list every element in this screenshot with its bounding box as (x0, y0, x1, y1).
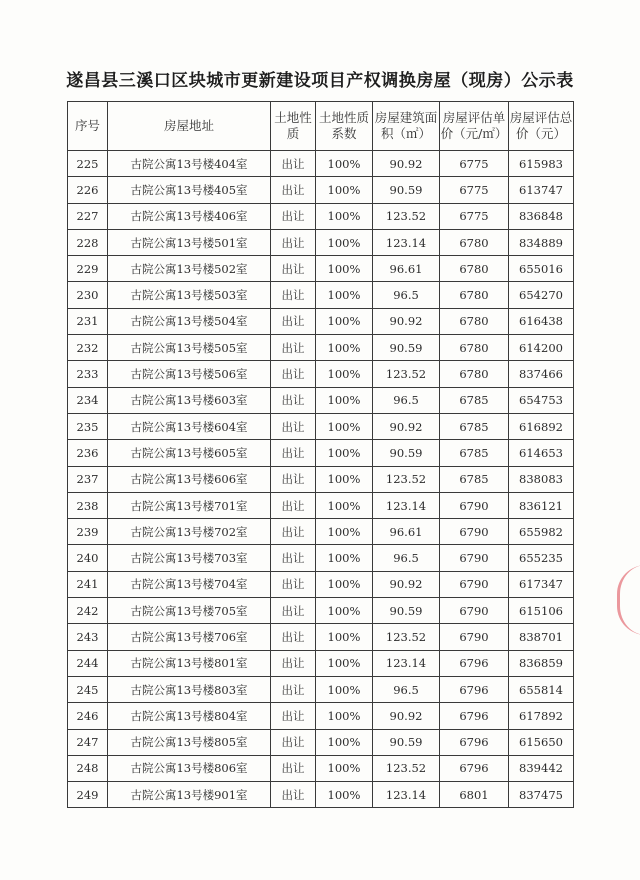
cell-unit-price: 6785 (440, 466, 509, 492)
cell-unit-price: 6785 (440, 440, 509, 466)
cell-seq: 247 (68, 729, 108, 755)
cell-unit-price: 6780 (440, 282, 509, 308)
cell-address: 古院公寓13号楼504室 (108, 308, 271, 334)
cell-unit-price: 6796 (440, 650, 509, 676)
cell-seq: 237 (68, 466, 108, 492)
cell-land-nature: 出让 (271, 440, 316, 466)
cell-total-price: 838701 (509, 624, 574, 650)
cell-area: 123.14 (373, 492, 440, 518)
table-row (68, 413, 574, 439)
cell-land-coefficient: 100% (316, 335, 373, 361)
cell-address: 古院公寓13号楼702室 (108, 519, 271, 545)
cell-total-price: 654753 (509, 387, 574, 413)
cell-unit-price: 6796 (440, 703, 509, 729)
cell-area: 90.92 (373, 571, 440, 597)
cell-land-coefficient: 100% (316, 598, 373, 624)
cell-total-price: 614653 (509, 440, 574, 466)
cell-total-price: 617347 (509, 571, 574, 597)
cell-seq: 235 (68, 413, 108, 439)
cell-seq: 233 (68, 361, 108, 387)
cell-area: 123.14 (373, 650, 440, 676)
cell-area: 123.52 (373, 361, 440, 387)
cell-total-price: 615106 (509, 598, 574, 624)
cell-seq: 243 (68, 624, 108, 650)
cell-land-coefficient: 100% (316, 229, 373, 255)
cell-area: 123.52 (373, 466, 440, 492)
cell-land-coefficient: 100% (316, 440, 373, 466)
cell-seq: 241 (68, 571, 108, 597)
cell-address: 古院公寓13号楼706室 (108, 624, 271, 650)
cell-land-coefficient: 100% (316, 650, 373, 676)
cell-area: 96.5 (373, 676, 440, 702)
cell-land-coefficient: 100% (316, 308, 373, 334)
cell-land-nature: 出让 (271, 545, 316, 571)
cell-seq: 232 (68, 335, 108, 361)
header-seq: 序号 (68, 102, 108, 151)
cell-total-price: 839442 (509, 755, 574, 781)
table-row (68, 466, 574, 492)
cell-unit-price: 6775 (440, 203, 509, 229)
cell-land-coefficient: 100% (316, 545, 373, 571)
cell-land-coefficient: 100% (316, 755, 373, 781)
cell-area: 90.92 (373, 308, 440, 334)
cell-land-nature: 出让 (271, 519, 316, 545)
cell-area: 96.61 (373, 519, 440, 545)
cell-address: 古院公寓13号楼705室 (108, 598, 271, 624)
table-row (68, 729, 574, 755)
header-address: 房屋地址 (108, 102, 271, 151)
cell-area: 90.59 (373, 335, 440, 361)
cell-total-price: 838083 (509, 466, 574, 492)
cell-seq: 227 (68, 203, 108, 229)
cell-seq: 248 (68, 755, 108, 781)
cell-area: 90.92 (373, 703, 440, 729)
table-row (68, 387, 574, 413)
cell-unit-price: 6785 (440, 387, 509, 413)
cell-land-coefficient: 100% (316, 177, 373, 203)
table-row (68, 440, 574, 466)
cell-unit-price: 6796 (440, 729, 509, 755)
table-row (68, 282, 574, 308)
cell-unit-price: 6785 (440, 413, 509, 439)
cell-unit-price: 6790 (440, 624, 509, 650)
table-row (68, 703, 574, 729)
cell-address: 古院公寓13号楼506室 (108, 361, 271, 387)
cell-land-nature: 出让 (271, 177, 316, 203)
cell-unit-price: 6790 (440, 598, 509, 624)
header-unit-price: 房屋评估单价（元/㎡） (440, 102, 509, 151)
cell-address: 古院公寓13号楼801室 (108, 650, 271, 676)
cell-total-price: 616892 (509, 413, 574, 439)
table-row (68, 229, 574, 255)
table-row (68, 598, 574, 624)
cell-unit-price: 6780 (440, 308, 509, 334)
cell-area: 123.14 (373, 229, 440, 255)
cell-area: 96.5 (373, 387, 440, 413)
cell-total-price: 614200 (509, 335, 574, 361)
cell-unit-price: 6801 (440, 782, 509, 808)
cell-total-price: 615650 (509, 729, 574, 755)
table-row (68, 256, 574, 282)
table-row (68, 676, 574, 702)
cell-address: 古院公寓13号楼701室 (108, 492, 271, 518)
cell-land-nature: 出让 (271, 282, 316, 308)
cell-total-price: 836859 (509, 650, 574, 676)
cell-land-nature: 出让 (271, 256, 316, 282)
cell-land-nature: 出让 (271, 151, 316, 177)
cell-land-nature: 出让 (271, 387, 316, 413)
cell-land-nature: 出让 (271, 335, 316, 361)
table-row (68, 519, 574, 545)
cell-unit-price: 6790 (440, 492, 509, 518)
cell-address: 古院公寓13号楼603室 (108, 387, 271, 413)
cell-land-nature: 出让 (271, 650, 316, 676)
cell-total-price: 837466 (509, 361, 574, 387)
table-row (68, 624, 574, 650)
table-row (68, 151, 574, 177)
cell-area: 123.52 (373, 755, 440, 781)
cell-total-price: 655982 (509, 519, 574, 545)
cell-land-nature: 出让 (271, 676, 316, 702)
cell-area: 90.59 (373, 177, 440, 203)
table-row (68, 545, 574, 571)
cell-address: 古院公寓13号楼901室 (108, 782, 271, 808)
cell-unit-price: 6796 (440, 755, 509, 781)
cell-land-coefficient: 100% (316, 782, 373, 808)
cell-total-price: 655235 (509, 545, 574, 571)
table-row (68, 308, 574, 334)
cell-address: 古院公寓13号楼502室 (108, 256, 271, 282)
cell-address: 古院公寓13号楼703室 (108, 545, 271, 571)
cell-address: 古院公寓13号楼804室 (108, 703, 271, 729)
page-title: 遂昌县三溪口区块城市更新建设项目产权调换房屋（现房）公示表 (66, 71, 574, 91)
cell-land-coefficient: 100% (316, 203, 373, 229)
cell-land-nature: 出让 (271, 571, 316, 597)
cell-seq: 238 (68, 492, 108, 518)
table-row (68, 650, 574, 676)
cell-unit-price: 6775 (440, 151, 509, 177)
cell-total-price: 836848 (509, 203, 574, 229)
cell-area: 90.59 (373, 729, 440, 755)
cell-unit-price: 6790 (440, 545, 509, 571)
cell-seq: 244 (68, 650, 108, 676)
cell-land-nature: 出让 (271, 203, 316, 229)
cell-land-nature: 出让 (271, 755, 316, 781)
table-row (68, 177, 574, 203)
cell-total-price: 616438 (509, 308, 574, 334)
cell-unit-price: 6780 (440, 256, 509, 282)
cell-land-nature: 出让 (271, 729, 316, 755)
cell-seq: 239 (68, 519, 108, 545)
cell-land-nature: 出让 (271, 624, 316, 650)
cell-land-nature: 出让 (271, 229, 316, 255)
table-row (68, 203, 574, 229)
cell-seq: 242 (68, 598, 108, 624)
cell-area: 123.14 (373, 782, 440, 808)
cell-area: 90.59 (373, 598, 440, 624)
cell-total-price: 836121 (509, 492, 574, 518)
cell-land-coefficient: 100% (316, 466, 373, 492)
cell-total-price: 834889 (509, 229, 574, 255)
cell-land-coefficient: 100% (316, 624, 373, 650)
cell-land-coefficient: 100% (316, 282, 373, 308)
cell-land-coefficient: 100% (316, 413, 373, 439)
cell-unit-price: 6775 (440, 177, 509, 203)
table-row (68, 782, 574, 808)
cell-area: 90.92 (373, 413, 440, 439)
cell-unit-price: 6780 (440, 335, 509, 361)
cell-land-coefficient: 100% (316, 703, 373, 729)
table-row (68, 361, 574, 387)
cell-land-coefficient: 100% (316, 256, 373, 282)
cell-seq: 229 (68, 256, 108, 282)
cell-address: 古院公寓13号楼505室 (108, 335, 271, 361)
cell-total-price: 655814 (509, 676, 574, 702)
cell-address: 古院公寓13号楼606室 (108, 466, 271, 492)
cell-address: 古院公寓13号楼503室 (108, 282, 271, 308)
cell-area: 96.5 (373, 282, 440, 308)
table-row (68, 492, 574, 518)
cell-total-price: 615983 (509, 151, 574, 177)
cell-land-coefficient: 100% (316, 729, 373, 755)
table-row (68, 335, 574, 361)
cell-seq: 249 (68, 782, 108, 808)
header-land-coefficient: 土地性质系数 (316, 102, 373, 151)
cell-total-price: 617892 (509, 703, 574, 729)
cell-land-coefficient: 100% (316, 387, 373, 413)
cell-land-coefficient: 100% (316, 151, 373, 177)
cell-seq: 245 (68, 676, 108, 702)
cell-address: 古院公寓13号楼501室 (108, 229, 271, 255)
cell-area: 96.5 (373, 545, 440, 571)
header-area: 房屋建筑面积（㎡） (373, 102, 440, 151)
cell-address: 古院公寓13号楼605室 (108, 440, 271, 466)
cell-total-price: 837475 (509, 782, 574, 808)
cell-seq: 246 (68, 703, 108, 729)
table-header-row (68, 102, 574, 151)
cell-address: 古院公寓13号楼404室 (108, 151, 271, 177)
cell-seq: 225 (68, 151, 108, 177)
cell-total-price: 654270 (509, 282, 574, 308)
cell-land-nature: 出让 (271, 492, 316, 518)
cell-address: 古院公寓13号楼803室 (108, 676, 271, 702)
cell-seq: 240 (68, 545, 108, 571)
cell-seq: 231 (68, 308, 108, 334)
cell-unit-price: 6780 (440, 229, 509, 255)
cell-land-nature: 出让 (271, 361, 316, 387)
table-row (68, 571, 574, 597)
cell-unit-price: 6790 (440, 571, 509, 597)
cell-area: 90.92 (373, 151, 440, 177)
cell-address: 古院公寓13号楼806室 (108, 755, 271, 781)
cell-seq: 226 (68, 177, 108, 203)
cell-land-coefficient: 100% (316, 571, 373, 597)
cell-area: 90.59 (373, 440, 440, 466)
red-stamp-edge (617, 565, 640, 635)
cell-land-nature: 出让 (271, 413, 316, 439)
cell-total-price: 613747 (509, 177, 574, 203)
cell-land-nature: 出让 (271, 308, 316, 334)
cell-address: 古院公寓13号楼805室 (108, 729, 271, 755)
cell-land-nature: 出让 (271, 598, 316, 624)
cell-land-coefficient: 100% (316, 361, 373, 387)
cell-land-nature: 出让 (271, 703, 316, 729)
cell-unit-price: 6796 (440, 676, 509, 702)
cell-area: 123.52 (373, 624, 440, 650)
cell-address: 古院公寓13号楼604室 (108, 413, 271, 439)
table-row (68, 755, 574, 781)
header-total-price: 房屋评估总价（元） (509, 102, 574, 151)
cell-land-nature: 出让 (271, 782, 316, 808)
cell-land-nature: 出让 (271, 466, 316, 492)
cell-unit-price: 6780 (440, 361, 509, 387)
cell-unit-price: 6790 (440, 519, 509, 545)
cell-address: 古院公寓13号楼406室 (108, 203, 271, 229)
cell-area: 123.52 (373, 203, 440, 229)
cell-address: 古院公寓13号楼704室 (108, 571, 271, 597)
cell-total-price: 655016 (509, 256, 574, 282)
cell-seq: 230 (68, 282, 108, 308)
cell-area: 96.61 (373, 256, 440, 282)
cell-address: 古院公寓13号楼405室 (108, 177, 271, 203)
cell-land-coefficient: 100% (316, 519, 373, 545)
cell-land-coefficient: 100% (316, 492, 373, 518)
cell-seq: 236 (68, 440, 108, 466)
header-land-nature: 土地性质 (271, 102, 316, 151)
cell-land-coefficient: 100% (316, 676, 373, 702)
cell-seq: 228 (68, 229, 108, 255)
cell-seq: 234 (68, 387, 108, 413)
housing-table (67, 101, 574, 808)
